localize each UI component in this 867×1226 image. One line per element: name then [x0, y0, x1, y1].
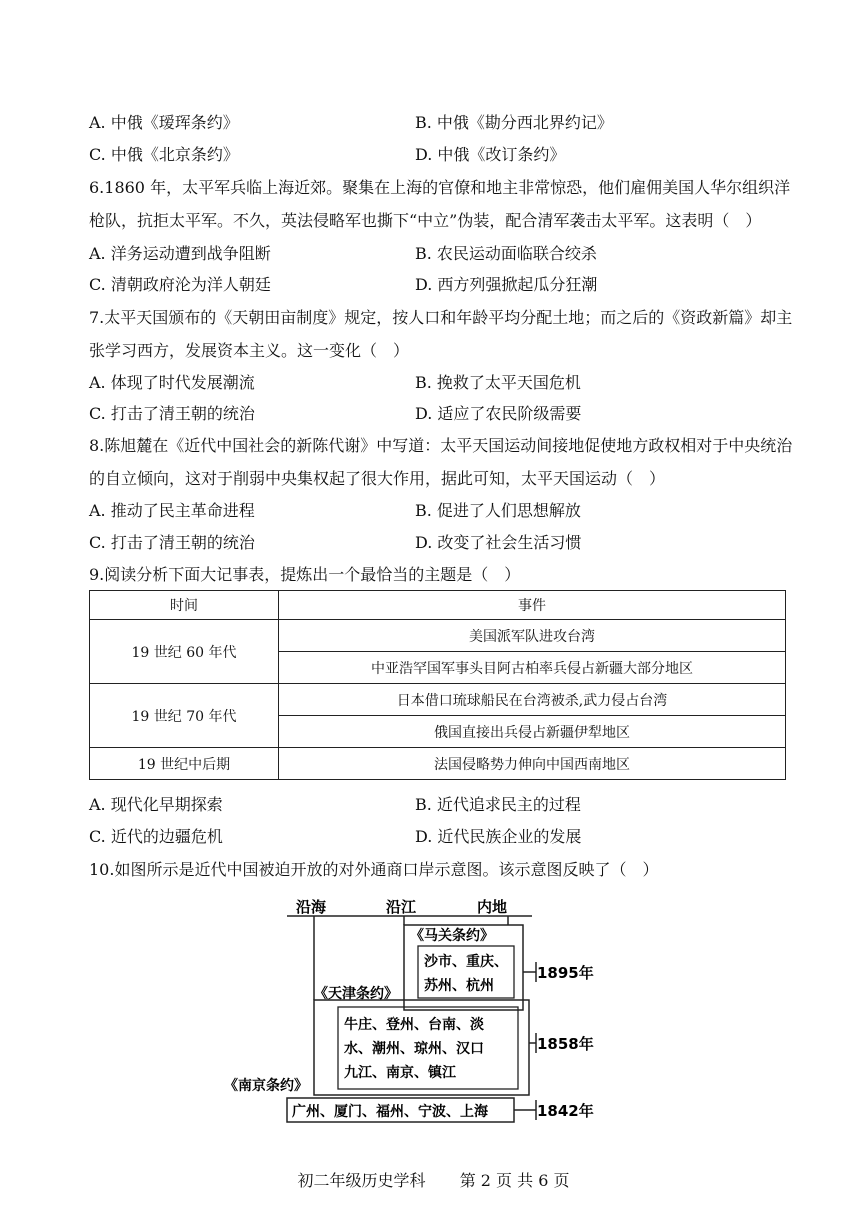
q8-stem-line1: 8.陈旭麓在《近代中国社会的新陈代谢》中写道：太平天国运动间接地促使地方政权相对于中央统治: [89, 436, 793, 455]
q7-option-a: A. 体现了时代发展潮流: [89, 373, 255, 392]
tianjin-ports-line1: 牛庄、登州、台南、淡: [344, 1017, 484, 1033]
q8-option-b: B. 促进了人们思想解放: [415, 501, 581, 520]
q8-option-c: C. 打击了清王朝的统治: [89, 533, 255, 552]
q7-stem-line2: 张学习西方，发展资本主义。这一变化（ ）: [89, 341, 410, 360]
event-cell: 俄国直接出兵侵占新疆伊犁地区: [279, 716, 786, 748]
year-1858: 1858年: [537, 1035, 594, 1053]
q10-stem: 10.如图所示是近代中国被迫开放的对外通商口岸示意图。该示意图反映了（ ）: [89, 860, 659, 879]
maguan-ports-line1: 沙市、重庆、: [424, 954, 508, 970]
q7-option-b: B. 挽救了太平天国危机: [415, 373, 581, 392]
q7-option-d: D. 适应了农民阶级需要: [415, 404, 582, 423]
q9-option-c: C. 近代的边疆危机: [89, 827, 223, 846]
year-1895: 1895年: [537, 964, 594, 982]
q9-option-b: B. 近代追求民主的过程: [415, 795, 581, 814]
q6-option-c: C. 清朝政府沦为洋人朝廷: [89, 275, 271, 294]
q8-option-a: A. 推动了民主革命进程: [89, 501, 255, 520]
q8-stem-line2: 的自立倾向，这对于削弱中央集权起了很大作用，据此可知，太平天国运动（ ）: [89, 469, 666, 488]
q7-option-c: C. 打击了清王朝的统治: [89, 404, 255, 423]
q9-option-a: A. 现代化早期探索: [89, 795, 223, 814]
footer-subject: 初二年级历史学科: [297, 1171, 426, 1190]
col-river-label: 沿江: [386, 898, 417, 916]
footer-page-number: 第 2 页 共 6 页: [459, 1171, 570, 1190]
maguan-ports-line2: 苏州、杭州: [424, 978, 494, 994]
header-time: 时间: [90, 591, 279, 620]
q5-option-b: B. 中俄《勘分西北界约记》: [415, 113, 613, 132]
time-cell: 19 世纪 70 年代: [90, 684, 279, 748]
tianjin-ports-line2: 水、潮州、琼州、汉口: [344, 1041, 484, 1057]
treaty-nanjing-label: 《南京条约》: [224, 1078, 308, 1094]
nanjing-ports: 广州、厦门、福州、宁波、上海: [292, 1104, 488, 1120]
q5-option-d: D. 中俄《改订条约》: [415, 145, 566, 164]
q5-option-c: C. 中俄《北京条约》: [89, 145, 239, 164]
year-1842: 1842年: [537, 1102, 594, 1120]
col-inland-label: 内地: [477, 898, 508, 916]
q6-stem-line1: 6.1860 年，太平军兵临上海近郊。聚集在上海的官僚和地主非常惊恐，他们雇佣美国人华尔组织洋: [89, 178, 791, 197]
col-coast-label: 沿海: [296, 898, 327, 916]
q8-option-d: D. 改变了社会生活习惯: [415, 533, 582, 552]
header-event: 事件: [279, 591, 786, 620]
q6-stem-line2: 枪队，抗拒太平军。不久，英法侵略军也撕下“中立”伪装，配合清军袭击太平军。这表明（ ）: [89, 211, 762, 230]
q6-option-b: B. 农民运动面临联合绞杀: [415, 244, 597, 263]
q5-option-a: A. 中俄《瑷珲条约》: [89, 113, 239, 132]
q6-option-a: A. 洋务运动遭到战争阻断: [89, 244, 271, 263]
page-footer: [0, 1168, 867, 1191]
treaty-tianjin-label: 《天津条约》: [314, 986, 398, 1002]
event-cell: 中亚浩罕国军事头目阿古柏率兵侵占新疆大部分地区: [279, 652, 786, 684]
q9-option-d: D. 近代民族企业的发展: [415, 827, 582, 846]
event-cell: 日本借口琉球船民在台湾被杀,武力侵占台湾: [279, 684, 786, 716]
q6-option-d: D. 西方列强掀起瓜分狂潮: [415, 275, 598, 294]
q9-stem: 9.阅读分析下面大记事表，提炼出一个最恰当的主题是（ ）: [89, 565, 521, 584]
q7-stem-line1: 7.太平天国颁布的《天朝田亩制度》规定，按人口和年龄平均分配土地；而之后的《资政新篇》却主: [89, 308, 793, 327]
tianjin-ports-line3: 九江、南京、镇江: [344, 1065, 456, 1081]
time-cell: 19 世纪中后期: [90, 748, 279, 780]
event-cell: 法国侵略势力伸向中国西南地区: [279, 748, 786, 780]
treaty-maguan-label: 《马关条约》: [410, 928, 494, 944]
event-cell: 美国派军队进攻台湾: [279, 620, 786, 652]
time-cell: 19 世纪 60 年代: [90, 620, 279, 684]
